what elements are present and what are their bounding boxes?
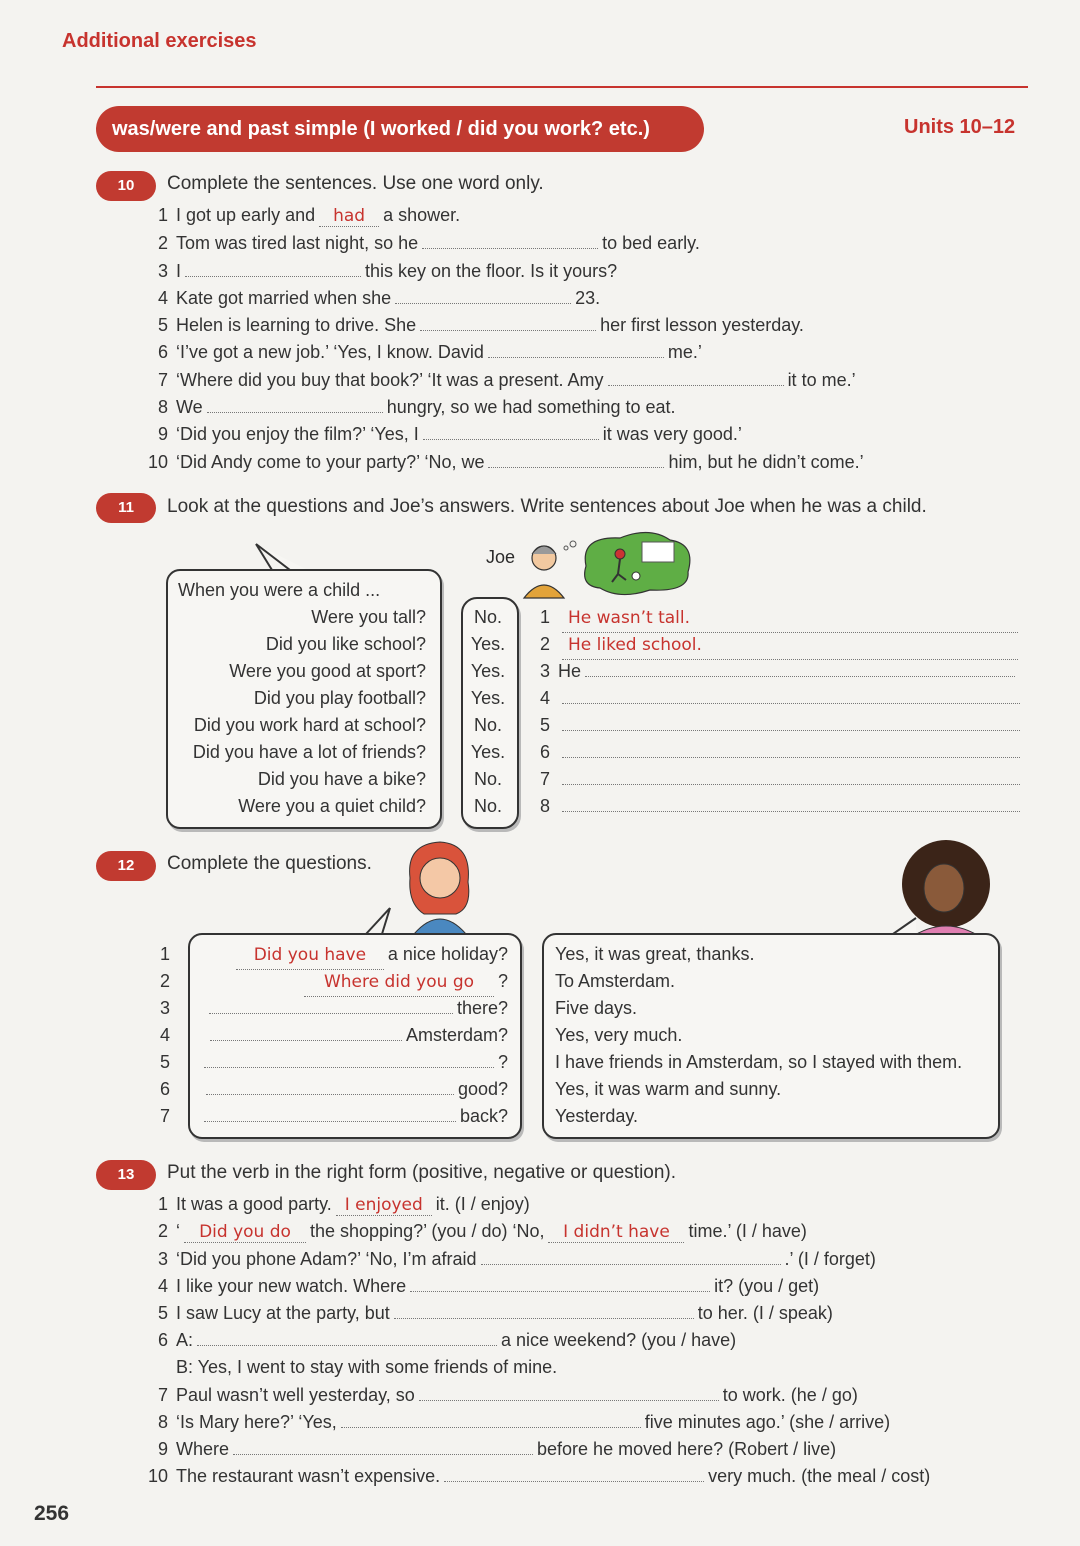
answer-blank[interactable]: I enjoyed [336,1195,432,1216]
reply-item: I have friends in Amsterdam, so I stayed with them. [555,1052,963,1072]
answer-blank[interactable]: Where did you go [304,969,494,997]
joe-label: Joe [486,547,516,567]
list-item: 1 He wasn’t tall. [530,604,1024,631]
answer-blank[interactable] [488,451,664,468]
list-item: 8 We hungry, so we had something to eat. [157,397,676,418]
answer-blank[interactable]: He liked school. [562,632,1018,660]
list-item: 4 Kate got married when she 23. [157,287,601,308]
joe-shirt-icon [524,585,564,598]
answer-blank[interactable] [209,997,453,1014]
exercise-badge-13: 13 [96,1160,156,1190]
list-item: 7 [530,766,1024,793]
questions-list [196,941,508,1130]
list-item: 4 [530,685,1024,712]
list-item: 6 [530,739,1024,766]
answer-blank[interactable] [562,768,1020,785]
list-item: 7 ‘Where did you buy that book?’ ‘It was a present. Amy it to me.’ [157,369,856,390]
answer-blank[interactable] [204,1105,456,1122]
list-item: 2 ‘ Did you do the shopping?’ (you / do) ‘No, I didn’t have time.’ (I / have) [157,1221,807,1243]
answer-item: Yes. [470,634,506,654]
answer-blank[interactable]: had [319,206,379,227]
question-item: Were you tall? [311,607,426,627]
exercise-11-title: Look at the questions and Joe’s answers. Write sentences about Joe when he was a child. [167,496,927,517]
question-number: 7 [160,1106,171,1126]
woman-illustration [400,838,480,934]
list-item: 1 It was a good party. I enjoyed it. (I / enjoy) [157,1194,530,1215]
answer-item: No. [473,796,502,816]
answer-blank[interactable]: Did you do [184,1222,306,1243]
answer-item: Yes. [470,688,506,708]
exercise-10-title: Complete the sentences. Use one word only. [167,173,544,194]
question-number: 2 [160,971,171,991]
answer-blank[interactable]: Did you have [236,942,384,970]
answer-blank[interactable] [394,1302,694,1319]
question-item: back? [196,1103,508,1130]
goal-icon [642,542,674,562]
answer-blank[interactable] [423,423,599,440]
question-item: Did you play football? [253,688,426,708]
answer-item: No. [473,607,502,627]
question-item: good? [196,1076,508,1103]
reply-item: Yes, very much. [555,1025,683,1045]
question-number: 4 [160,1025,171,1045]
woman-top-icon [414,919,466,934]
list-item: 6 A: a nice weekend? (you / have) [157,1330,737,1351]
exercise-13-title: Put the verb in the right form (positive, negative or question). [167,1162,677,1183]
question-number: 3 [160,998,171,1018]
list-item: 8 [530,793,1024,820]
answer-blank[interactable] [206,1078,454,1095]
girl-face-icon [924,864,964,912]
question-number: 6 [160,1079,171,1099]
units-label: Units 10–12 [904,116,1016,138]
list-item: 10 ‘Did Andy come to your party?’ ‘No, we him, but he didn’t come.’ [147,451,864,472]
question-item: Amsterdam? [196,1022,508,1049]
question-numbers [160,941,170,1130]
question-item: ? [196,1049,508,1076]
answer-blank[interactable]: He wasn’t tall. [562,605,1018,633]
ball-icon [632,572,640,580]
list-item: 6 ‘I’ve got a new job.’ ‘Yes, I know. David me.’ [157,342,702,363]
question-item: there? [196,995,508,1022]
questions-intro: When you were a child ... [178,580,381,600]
list-item: 2 He liked school. [530,631,1024,658]
exercise-badge-10: 10 [96,171,156,201]
questions-list [166,604,426,820]
header-rule [96,86,1028,88]
answer-blank[interactable] [395,287,571,304]
question-item: Did you have a nice holiday? [196,941,508,968]
answer-item: No. [473,769,502,789]
answer-blank[interactable] [204,1051,494,1068]
answer-blank[interactable] [419,1384,719,1401]
list-item: 3 I this key on the floor. Is it yours? [157,260,618,281]
footballer-icon [615,549,625,559]
answers-list [463,604,513,820]
answer-blank[interactable] [562,795,1020,812]
list-item: 9 ‘Did you enjoy the film?’ ‘Yes, I it was very good.’ [157,424,742,445]
list-item: 1 I got up early and had a shower. [157,205,461,226]
list-item: 9 Where before he moved here? (Robert / live) [157,1438,837,1459]
answer-blank[interactable] [185,260,361,277]
question-number: 5 [160,1052,171,1072]
question-item: Did you have a lot of friends? [192,742,426,762]
answer-blank[interactable] [488,341,664,358]
joe-illustration [520,526,700,602]
exercise-10-list [144,205,864,478]
list-item: 4 I like your new watch. Where it? (you / get) [157,1276,820,1297]
question-item: Did you like school? [265,634,426,654]
topic-banner: was/were and past simple (I worked / did you work? etc.) [96,106,704,152]
list-item: 5 [530,712,1024,739]
speech-tail [360,906,400,936]
answer-blank[interactable] [341,1411,641,1428]
answer-blank[interactable] [481,1248,781,1265]
list-item: B: Yes, I went to stay with some friends of mine. [176,1356,558,1377]
list-item: 10 The restaurant wasn’t expensive. very much. (the meal / cost) [147,1465,931,1486]
list-item: 5 Helen is learning to drive. She her first lesson yesterday. [157,315,804,336]
answer-blank[interactable] [207,396,383,413]
page-number: 256 [34,1502,70,1525]
list-item: 5 I saw Lucy at the party, but to her. (I / speak) [157,1303,833,1324]
joe-sentences [530,604,1024,820]
reply-item: Five days. [555,998,638,1018]
reply-item: Yes, it was great, thanks. [555,944,755,964]
reply-item: To Amsterdam. [555,971,676,991]
question-item: Where did you go ? [196,968,508,995]
exercise-13-list [144,1194,930,1492]
question-item: Did you have a bike? [257,769,426,789]
question-number: 1 [160,944,171,964]
exercise-badge-11: 11 [96,493,156,523]
answer-blank[interactable]: I didn’t have [548,1222,684,1243]
answer-blank[interactable] [210,1024,402,1041]
answer-blank[interactable] [410,1275,710,1292]
replies-list [555,941,962,1130]
answer-blank[interactable] [562,687,1020,704]
answer-blank[interactable] [585,660,1015,677]
question-item: Were you good at sport? [229,661,426,681]
answer-blank[interactable] [562,741,1020,758]
list-item: 2 Tom was tired last night, so he to bed early. [157,233,700,254]
answer-blank[interactable] [562,714,1020,731]
answer-blank[interactable] [608,369,784,386]
question-item: Did you work hard at school? [193,715,426,735]
answer-item: No. [473,715,502,735]
list-item: 7 Paul wasn’t well yesterday, so to work. (he / go) [157,1384,858,1405]
question-item: Were you a quiet child? [238,796,426,816]
answer-blank[interactable] [420,314,596,331]
answer-item: Yes. [470,742,506,762]
woman-face-icon [420,858,460,898]
section-header: Additional exercises [62,30,257,52]
answer-blank[interactable] [233,1438,533,1455]
answer-item: Yes. [470,661,506,681]
list-item: 3 He [530,658,1024,685]
exercise-badge-12: 12 [96,851,156,881]
answer-blank[interactable] [444,1465,704,1482]
answer-blank[interactable] [197,1329,497,1346]
reply-item: Yesterday. [555,1106,639,1126]
exercise-12-title: Complete the questions. [167,853,372,874]
reply-item: Yes, it was warm and sunny. [555,1079,782,1099]
list-item: 8 ‘Is Mary here?’ ‘Yes, five minutes ago.’ (she / arrive) [157,1411,891,1432]
answer-blank[interactable] [422,232,598,249]
list-item: 3 ‘Did you phone Adam?’ ‘No, I’m afraid .’ (I / forget) [157,1249,876,1270]
